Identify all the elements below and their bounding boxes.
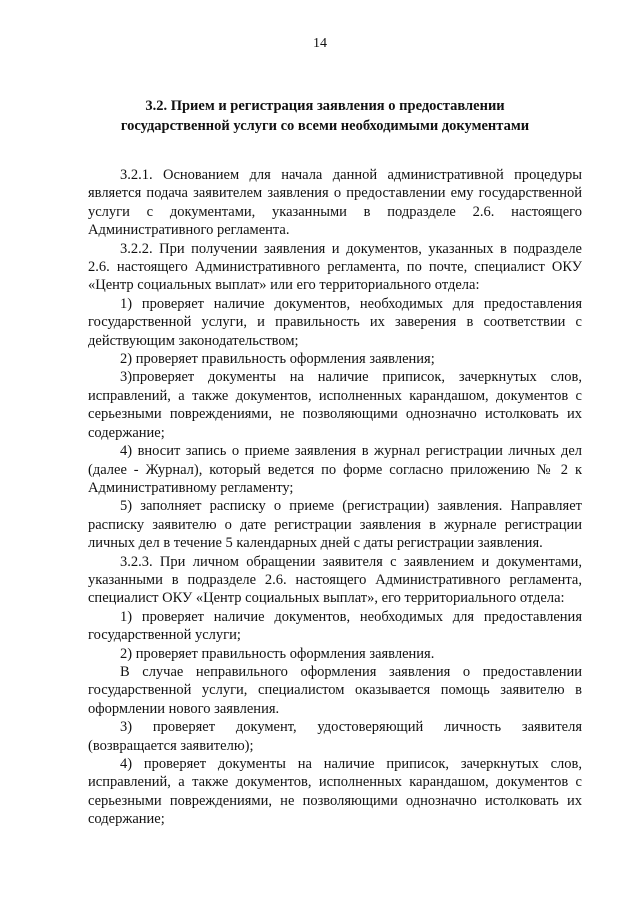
section-heading-line-2: государственной услуги со всеми необходимыми документами — [120, 118, 530, 134]
paragraph: 3)проверяет документы на наличие приписок, зачеркнутых слов, исправлений, а также документов, исполненных карандашом, документов с серьезными повреждениями, не позволяющими однозначно истолковать их содержание; — [88, 369, 582, 441]
paragraph: 3.2.3. При личном обращении заявителя с заявлением и документами, указанными в подразделе 2.6. настоящего Административного регламента, специалист ОКУ «Центр социальных выплат», его территориального отдела: — [88, 553, 582, 607]
paragraph: 3.2.1. Основанием для начала данной административной процедуры является подача заявителем заявления о предоставлении ему государственной услуги с документами, указанными в подразделе 2.6. настоящего Административного регламента. — [88, 167, 582, 239]
paragraph: 4) проверяет документы на наличие приписок, зачеркнутых слов, исправлений, а также документов, исполненных карандашом, документов с серьезными повреждениями, не позволяющими однозначно истолковать их содержание; — [88, 756, 582, 828]
paragraph: 3.2.2. При получении заявления и документов, указанных в подразделе 2.6. настоящего Административного регламента, по почте, специалист ОКУ «Центр социальных выплат» или его территориального отдела: — [88, 240, 582, 294]
paragraph: 3) проверяет документ, удостоверяющий личность заявителя (возвращается заявителю); — [88, 719, 582, 754]
paragraph: 4) вносит запись о приеме заявления в журнал регистрации личных дел (далее - Журнал), который ведется по форме согласно приложению № 2 к Административному регламенту; — [88, 443, 582, 496]
section-heading — [90, 96, 560, 136]
paragraph: 2) проверяет правильность оформления заявления. — [120, 645, 435, 662]
paragraph: 1) проверяет наличие документов, необходимых для предоставления государственной услуги; — [88, 608, 582, 644]
section-heading-line-1: 3.2. Прием и регистрация заявления о предоставлении — [145, 98, 505, 114]
page-number: 14 — [313, 36, 327, 51]
paragraph: 5) заполняет расписку о приеме (регистрации) заявления. Направляет расписку заявителю о дате регистрации заявления в журнале регистрации личных дел в течение 5 календарных дней с даты регистрации заявления. — [88, 498, 582, 552]
paragraph: В случае неправильного оформления заявления о предоставлении государственной услуги, специалистом оказывается помощь заявителю в оформлении нового заявления. — [88, 663, 582, 717]
paragraph: 2) проверяет правильность оформления заявления; — [120, 351, 435, 368]
document-body — [88, 166, 582, 829]
paragraph: 1) проверяет наличие документов, необходимых для предоставления государственной услуги, и правильность их заверения в соответствии с действующим законодательством; — [88, 295, 582, 349]
